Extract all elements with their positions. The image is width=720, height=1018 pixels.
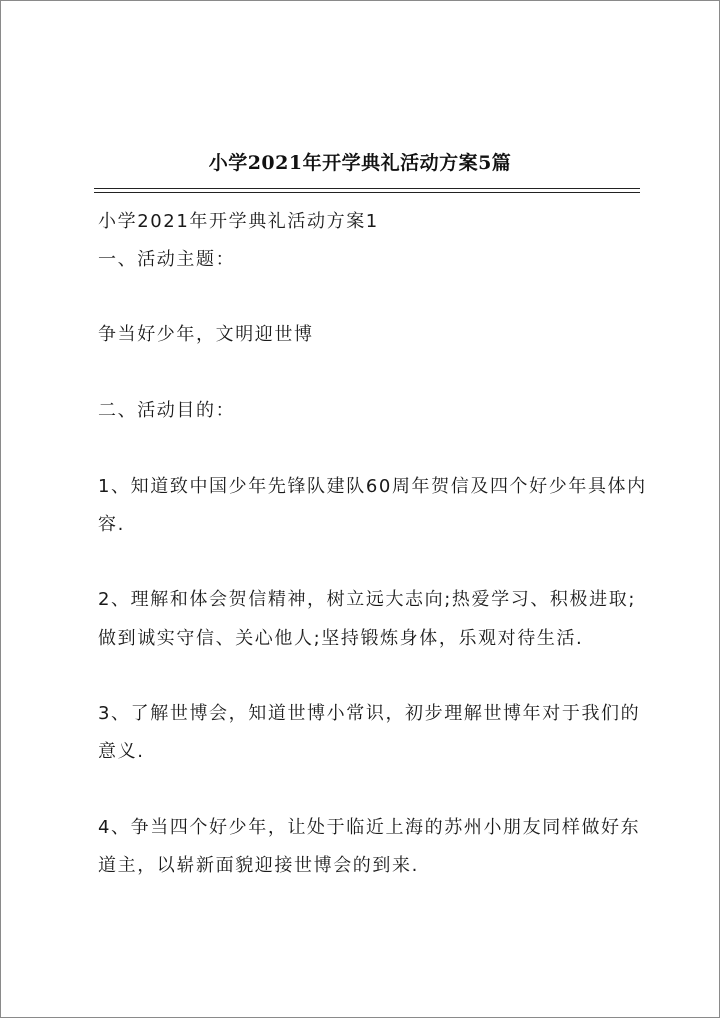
theme-text: 争当好少年，文明迎世博 (98, 324, 314, 345)
title-divider-top (94, 188, 640, 189)
paragraph-line: 容. (98, 514, 125, 535)
paragraph-line: 3、了解世博会，知道世博小常识，初步理解世博年对于我们的 (98, 703, 641, 724)
title-divider-bottom (94, 192, 640, 193)
paragraph-line: 道主，以崭新面貌迎接世博会的到来. (98, 855, 419, 876)
paragraph-line: 做到诚实守信、关心他人;坚持锻炼身体，乐观对待生活. (98, 628, 584, 649)
paragraph-line: 意义. (98, 741, 145, 762)
subheading-theme: 一、活动主题： (98, 249, 236, 270)
paragraph-line: 4、争当四个好少年，让处于临近上海的苏州小朋友同样做好东 (98, 817, 641, 838)
document-title: 小学2021年开学典礼活动方案5篇 (208, 152, 512, 174)
paragraph-line: 1、知道致中国少年先锋队建队60周年贺信及四个好少年具体内 (98, 476, 647, 497)
paragraph-line: 2、理解和体会贺信精神，树立远大志向;热爱学习、积极进取; (98, 589, 636, 610)
section-heading: 小学2021年开学典礼活动方案1 (98, 211, 379, 232)
subheading-purpose: 二、活动目的： (98, 400, 236, 421)
